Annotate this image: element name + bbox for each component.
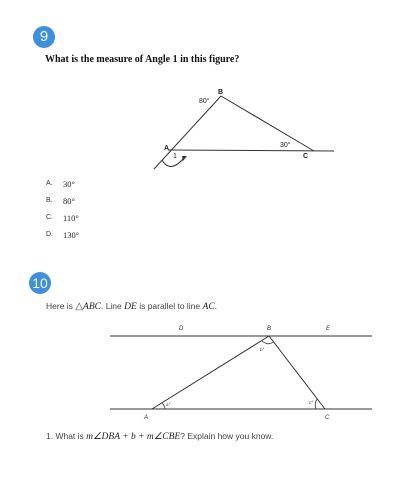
choice-letter: A. <box>46 180 53 187</box>
point-a-label: A <box>144 415 149 421</box>
point-e-label: E <box>326 326 331 332</box>
vertex-c-label: C <box>303 153 309 160</box>
statement-mid1: . Line <box>100 301 122 311</box>
line-bc <box>221 96 314 151</box>
segment-bc <box>269 336 325 409</box>
choice-text: 30° <box>63 178 75 189</box>
angle-c-label: c° <box>309 400 314 405</box>
choice-b[interactable] <box>46 192 79 209</box>
choice-letter: D. <box>46 231 53 238</box>
choice-text: 130° <box>63 229 80 240</box>
angle-1-arrowhead <box>182 156 187 161</box>
point-c-label: C <box>325 415 330 421</box>
choice-d[interactable] <box>46 226 79 243</box>
angle-b-label: 80° <box>199 98 210 105</box>
problem-statement <box>46 301 217 312</box>
vertex-b-label: B <box>218 89 224 96</box>
statement-prefix: Here is <box>46 301 73 311</box>
problem-number-badge: 9 <box>33 26 55 48</box>
angle-c-label: 30° <box>280 142 291 149</box>
line-de-name: DE <box>124 302 137 312</box>
choice-text: 80° <box>63 195 75 206</box>
point-b-label: B <box>267 326 272 332</box>
problem-question <box>46 431 273 442</box>
question-title: What is the measure of Angle 1 in this figure? <box>45 54 240 65</box>
choice-c[interactable] <box>46 209 79 226</box>
angle-a-label: a° <box>166 402 171 407</box>
problem-number-badge: 10 <box>29 272 51 294</box>
triangle-symbol-icon: △ <box>75 301 84 312</box>
line-ac-name: AC <box>202 302 215 312</box>
angle-b-label: b° <box>260 347 265 352</box>
line-ac-extended <box>168 150 334 151</box>
choice-a[interactable] <box>46 175 79 192</box>
vertex-a-label: A <box>164 145 170 152</box>
statement-mid2: is parallel to line <box>139 301 201 311</box>
point-d-label: D <box>179 326 184 332</box>
angle-b-arc <box>262 341 273 344</box>
choice-letter: B. <box>46 197 53 204</box>
choice-text: 110° <box>63 212 79 223</box>
segment-ab <box>152 336 269 409</box>
angle-expression: m∠DBA + b + m∠CBE <box>86 432 181 442</box>
question-suffix: ? Explain how you know. <box>180 431 274 441</box>
triangle-name: ABC <box>83 302 101 312</box>
answer-choices <box>46 175 79 243</box>
angle-c-arc <box>315 399 317 409</box>
angle-a-arc <box>162 403 165 409</box>
choice-letter: C. <box>46 214 53 221</box>
line-ab-extended <box>154 96 221 169</box>
angle-1-label: 1 <box>173 153 177 160</box>
statement-suffix: . <box>214 301 218 311</box>
question-prefix: 1. What is <box>46 431 84 441</box>
